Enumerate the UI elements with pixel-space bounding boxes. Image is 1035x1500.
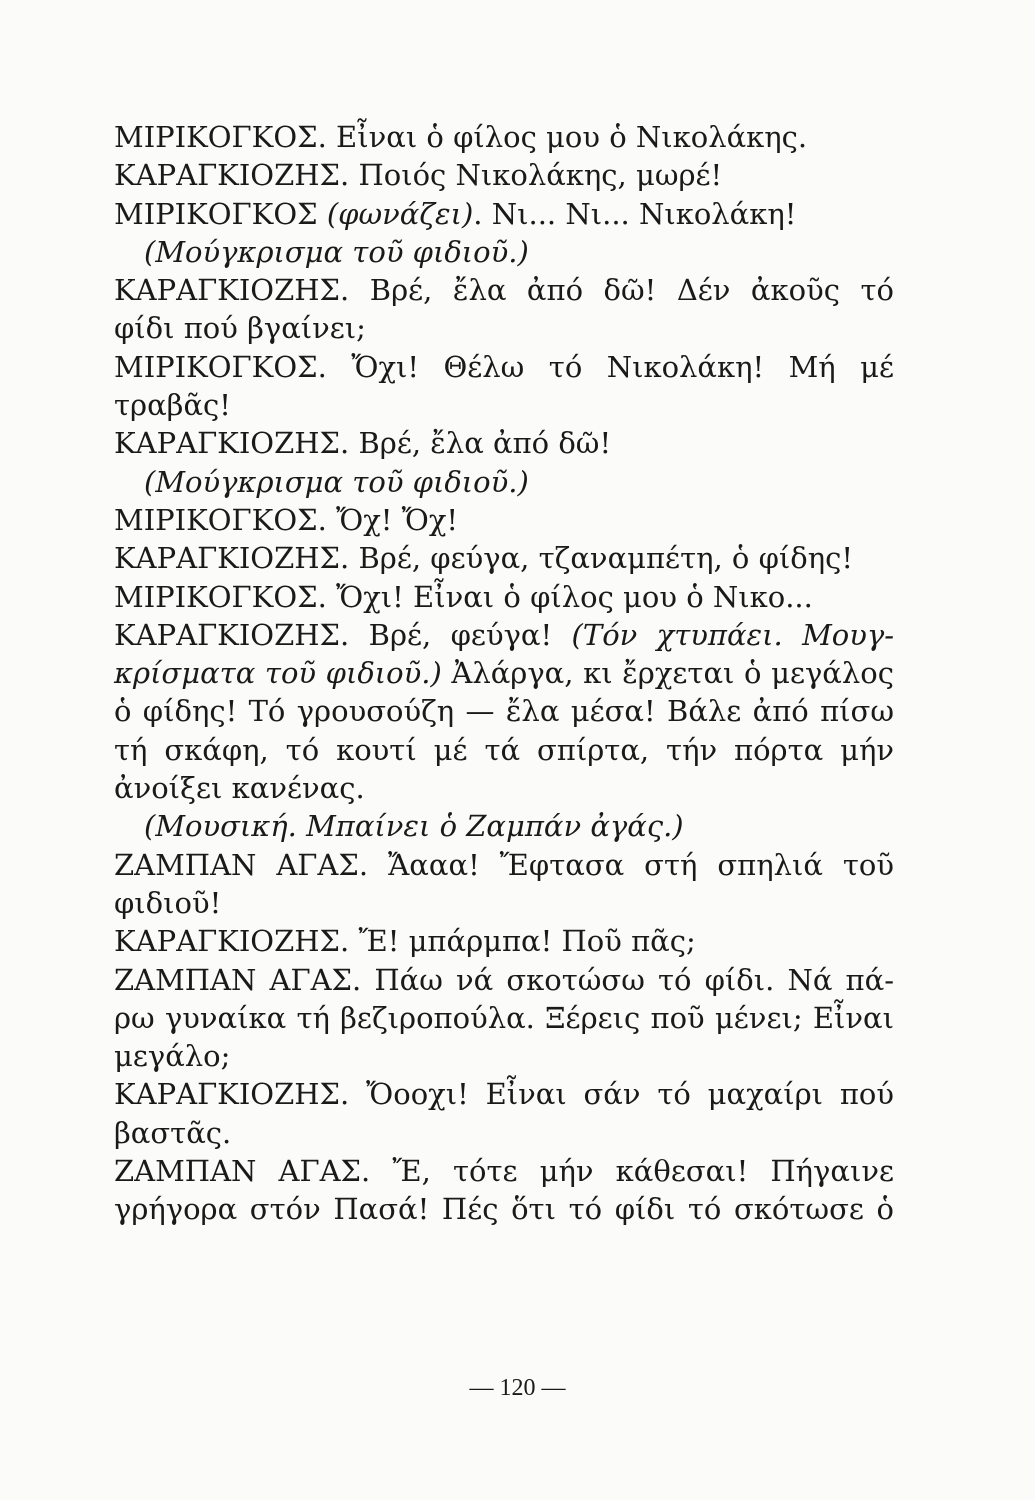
- text-line: [114, 731, 894, 769]
- text-line: [114, 1190, 894, 1228]
- text-segment: ΖΑΜΠΑΝ ΑΓΑΣ. Ἄααα! Ἔφτασα στή σπηλιά τοῦ: [114, 847, 894, 882]
- text-segment: ΖΑΜΠΑΝ ΑΓΑΣ. Ἔ, τότε μήν κάθεσαι! Πήγαινε: [114, 1154, 894, 1189]
- text-line: [114, 501, 894, 539]
- text-segment: ΖΑΜΠΑΝ ΑΓΑΣ. Πάω νά σκοτώσω τό φίδι. Νά πά-: [114, 962, 894, 997]
- text-line: [114, 884, 894, 922]
- text-line: [114, 1037, 894, 1075]
- text-segment: ΚΑΡΑΓΚΙΟΖΗΣ. Ποιός Νικολάκης, μωρέ!: [114, 158, 723, 193]
- italic-segment: κρίσματα τοῦ φιδιοῦ.): [114, 656, 442, 691]
- text-segment: ΜΙΡΙΚΟΓΚΟΣ. Ὄχι! Εἶναι ὁ φίλος μου ὁ Νικο...: [114, 579, 813, 614]
- text-segment: ΜΙΡΙΚΟΓΚΟΣ. Εἶναι ὁ φίλος μου ὁ Νικολάκης.: [114, 120, 808, 154]
- text-segment: φιδιοῦ!: [114, 885, 222, 920]
- text-segment: ΜΙΡΙΚΟΓΚΟΣ. Ὄχ! Ὄχ!: [114, 502, 459, 537]
- text-segment: ΜΙΡΙΚΟΓΚΟΣ: [114, 196, 327, 231]
- text-line: [114, 348, 894, 386]
- text-segment: ΚΑΡΑΓΚΙΟΖΗΣ. Βρέ, ἔλα ἀπό δῶ! Δέν ἀκοῦς τό: [114, 273, 894, 308]
- text-segment: φίδι πού βγαίνει;: [114, 311, 366, 346]
- italic-segment: (Μούγκρισμα τοῦ φιδιοῦ.): [144, 464, 529, 499]
- text-segment: ρω γυναίκα τή βεζιροπούλα. Ξέρεις ποῦ μένει; Εἶναι: [114, 1000, 894, 1035]
- text-segment: βαστᾶς.: [114, 1115, 232, 1150]
- text-line: [114, 309, 894, 347]
- dialogue-text: [114, 118, 894, 1229]
- italic-segment: (φωνάζει): [326, 196, 474, 231]
- text-line: [114, 961, 894, 999]
- text-line: [114, 922, 894, 960]
- italic-segment: (Μούγκρισμα τοῦ φιδιοῦ.): [144, 234, 529, 269]
- stage-direction-line: [114, 807, 894, 845]
- italic-segment: (Τόν χτυπάει. Μουγ-: [571, 617, 894, 652]
- stage-direction-line: [114, 233, 894, 271]
- text-line: [114, 1114, 894, 1152]
- text-segment: ὁ φίδης! Τό γρουσούζη — ἔλα μέσα! Βάλε ἀπό πίσω: [114, 694, 894, 729]
- text-line: [114, 195, 894, 233]
- text-line: [114, 386, 894, 424]
- text-line: [114, 999, 894, 1037]
- text-line: [114, 118, 894, 156]
- text-segment: Ἀλάργα, κι ἔρχεται ὁ μεγάλος: [441, 656, 894, 691]
- text-segment: ΚΑΡΑΓΚΙΟΖΗΣ. Βρέ, φεύγα, τζαναμπέτη, ὁ φίδης!: [114, 541, 854, 576]
- text-segment: ΜΙΡΙΚΟΓΚΟΣ. Ὄχι! Θέλω τό Νικολάκη! Μή μέ: [114, 349, 894, 384]
- text-segment: ΚΑΡΑΓΚΙΟΖΗΣ. Βρέ, φεύγα!: [114, 617, 572, 652]
- text-line: [114, 424, 894, 462]
- text-line: [114, 692, 894, 730]
- text-segment: ΚΑΡΑΓΚΙΟΖΗΣ. Ὄοοχι! Εἶναι σάν τό μαχαίρι πού: [114, 1077, 894, 1112]
- text-line: [114, 539, 894, 577]
- text-segment: ἀνοίξει κανένας.: [114, 771, 365, 806]
- text-segment: τή σκάφη, τό κουτί μέ τά σπίρτα, τήν πόρτα μήν: [114, 732, 894, 767]
- text-line: [114, 578, 894, 616]
- text-line: [114, 616, 894, 654]
- text-line: [114, 1152, 894, 1190]
- text-line: [114, 654, 894, 692]
- text-segment: ΚΑΡΑΓΚΙΟΖΗΣ. Ἔ! μπάρμπα! Ποῦ πᾶς;: [114, 924, 696, 959]
- stage-direction-line: [114, 463, 894, 501]
- text-line: [114, 271, 894, 309]
- text-line: [114, 156, 894, 194]
- text-segment: ΚΑΡΑΓΚΙΟΖΗΣ. Βρέ, ἔλα ἀπό δῶ!: [114, 426, 612, 461]
- text-line: [114, 1075, 894, 1113]
- text-segment: μεγάλο;: [114, 1039, 231, 1074]
- text-segment: . Νι... Νι... Νικολάκη!: [473, 196, 797, 231]
- text-segment: γρήγορα στόν Πασά! Πές ὅτι τό φίδι τό σκότωσε ὁ: [114, 1192, 894, 1227]
- text-segment: τραβᾶς!: [114, 388, 231, 423]
- italic-segment: (Μουσική. Μπαίνει ὁ Ζαμπάν ἀγάς.): [144, 809, 684, 844]
- text-line: [114, 769, 894, 807]
- text-line: [114, 846, 894, 884]
- page-number: — 120 —: [469, 1375, 566, 1401]
